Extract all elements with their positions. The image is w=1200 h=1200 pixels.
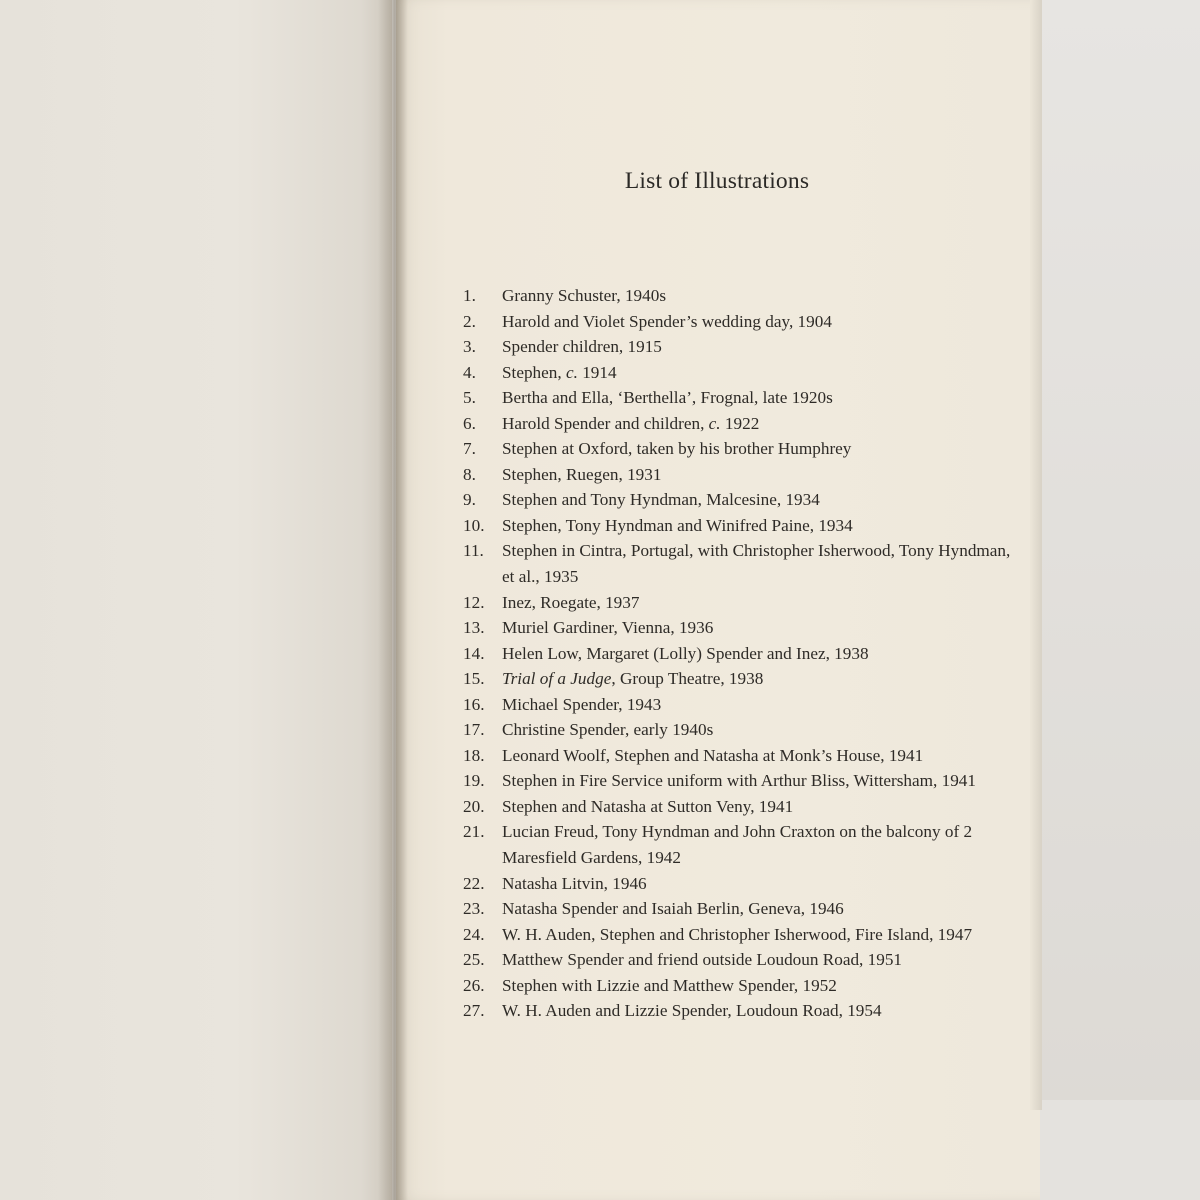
list-item — [463, 615, 1023, 641]
caption-text: W. H. Auden and Lizzie Spender, Loudoun Road, 1954 — [502, 1001, 882, 1021]
list-item — [463, 641, 1023, 667]
item-caption — [502, 411, 1023, 437]
item-number: 12. — [463, 592, 485, 612]
caption-text: W. H. Auden, Stephen and Christopher Isherwood, Fire Island, 1947 — [502, 924, 973, 944]
item-caption — [502, 947, 1023, 973]
item-number: 5. — [463, 388, 476, 408]
caption-text: , Group Theatre, 1938 — [611, 669, 764, 689]
caption-text: Stephen with Lizzie and Matthew Spender, 1952 — [502, 975, 837, 995]
item-number: 3. — [463, 337, 476, 357]
item-number: 27. — [463, 1001, 485, 1021]
item-caption — [502, 896, 1023, 922]
caption-text: Stephen, — [502, 362, 566, 382]
illustrations-list — [463, 283, 1023, 1024]
item-caption — [502, 692, 1023, 718]
item-caption — [502, 590, 1023, 616]
item-number: 2. — [463, 311, 476, 331]
item-number: 13. — [463, 618, 485, 638]
item-caption — [502, 385, 1023, 411]
item-number: 25. — [463, 950, 485, 970]
item-number: 11. — [463, 541, 484, 561]
item-caption — [502, 768, 1023, 794]
item-number: 16. — [463, 694, 485, 714]
caption-text: Matthew Spender and friend outside Loudoun Road, 1951 — [502, 950, 903, 970]
item-number: 24. — [463, 924, 485, 944]
list-item — [463, 334, 1023, 360]
list-item — [463, 487, 1023, 513]
list-item — [463, 666, 1023, 692]
italic-text: Trial of a Judge — [502, 669, 612, 689]
item-number: 21. — [463, 822, 485, 842]
item-caption — [502, 666, 1023, 692]
caption-text: Natasha Litvin, 1946 — [502, 873, 647, 893]
item-number: 6. — [463, 413, 476, 433]
caption-text: Leonard Woolf, Stephen and Natasha at Monk’s House, 1941 — [502, 745, 924, 765]
caption-text: Muriel Gardiner, Vienna, 1936 — [502, 618, 714, 638]
item-number: 14. — [463, 643, 485, 663]
item-number: 10. — [463, 515, 485, 535]
list-item — [463, 794, 1023, 820]
item-number: 7. — [463, 439, 476, 459]
italic-text: c. — [708, 413, 721, 433]
caption-text: Stephen in Cintra, Portugal, with Christopher Isherwood, Tony Hyndman, et al., 1935 — [502, 541, 1011, 587]
list-item — [463, 385, 1023, 411]
list-item — [463, 768, 1023, 794]
item-caption — [502, 436, 1023, 462]
item-number: 15. — [463, 669, 485, 689]
item-caption — [502, 973, 1023, 999]
item-number: 9. — [463, 490, 476, 510]
list-item — [463, 692, 1023, 718]
caption-text: Harold Spender and children, — [502, 413, 709, 433]
item-number: 23. — [463, 899, 485, 919]
item-caption — [502, 794, 1023, 820]
caption-text: Lucian Freud, Tony Hyndman and John Craxton on the balcony of 2 Maresfield Gardens, 1942 — [502, 822, 973, 868]
item-caption — [502, 360, 1023, 386]
item-caption — [502, 922, 1023, 948]
item-caption — [502, 309, 1023, 335]
list-item — [463, 871, 1023, 897]
caption-text: Stephen and Tony Hyndman, Malcesine, 1934 — [502, 490, 820, 510]
list-item — [463, 998, 1023, 1024]
caption-text: 1914 — [577, 362, 617, 382]
list-item — [463, 973, 1023, 999]
list-item — [463, 513, 1023, 539]
list-item — [463, 411, 1023, 437]
item-caption — [502, 819, 1023, 870]
list-item — [463, 743, 1023, 769]
caption-text: Helen Low, Margaret (Lolly) Spender and Inez, 1938 — [502, 643, 869, 663]
item-caption — [502, 513, 1023, 539]
item-caption — [502, 487, 1023, 513]
item-caption — [502, 462, 1023, 488]
list-item — [463, 436, 1023, 462]
page-edge — [1030, 0, 1042, 1110]
item-caption — [502, 538, 1023, 589]
item-number: 22. — [463, 873, 485, 893]
item-caption — [502, 615, 1023, 641]
caption-text: Christine Spender, early 1940s — [502, 720, 714, 740]
page-title: List of Illustrations — [624, 168, 810, 194]
caption-text: Inez, Roegate, 1937 — [502, 592, 640, 612]
list-item — [463, 947, 1023, 973]
item-caption — [502, 641, 1023, 667]
list-item — [463, 462, 1023, 488]
list-item — [463, 590, 1023, 616]
list-item — [463, 717, 1023, 743]
caption-text: Stephen, Tony Hyndman and Winifred Paine, 1934 — [502, 515, 853, 535]
item-caption — [502, 283, 1023, 309]
item-number: 17. — [463, 720, 485, 740]
item-caption — [502, 871, 1023, 897]
item-caption — [502, 998, 1023, 1024]
item-number: 1. — [463, 286, 476, 305]
left-page — [0, 0, 392, 1200]
item-number: 18. — [463, 745, 485, 765]
caption-text: Stephen at Oxford, taken by his brother Humphrey — [502, 439, 852, 459]
caption-text: Stephen, Ruegen, 1931 — [502, 464, 662, 484]
list-item — [463, 360, 1023, 386]
item-caption — [502, 717, 1023, 743]
item-number: 8. — [463, 464, 476, 484]
item-number: 26. — [463, 975, 485, 995]
item-number: 20. — [463, 796, 485, 816]
list-item — [463, 538, 1023, 589]
list-item — [463, 819, 1023, 870]
item-number: 19. — [463, 771, 485, 791]
item-caption — [502, 743, 1023, 769]
italic-text: c. — [565, 362, 578, 382]
caption-text: Stephen in Fire Service uniform with Arthur Bliss, Wittersham, 1941 — [502, 771, 976, 791]
list-item — [463, 922, 1023, 948]
caption-text: Spender children, 1915 — [502, 337, 662, 357]
caption-text: Granny Schuster, 1940s — [502, 286, 667, 305]
list-item — [463, 283, 1023, 309]
list-item — [463, 896, 1023, 922]
item-caption — [502, 334, 1023, 360]
caption-text: Natasha Spender and Isaiah Berlin, Geneva, 1946 — [502, 899, 844, 919]
caption-text: Stephen and Natasha at Sutton Veny, 1941 — [502, 796, 794, 816]
caption-text: 1922 — [720, 413, 760, 433]
caption-text: Harold and Violet Spender’s wedding day, 1904 — [502, 311, 832, 331]
background-surface — [1030, 1100, 1200, 1200]
list-item — [463, 309, 1023, 335]
caption-text: Michael Spender, 1943 — [502, 694, 662, 714]
item-number: 4. — [463, 362, 476, 382]
caption-text: Bertha and Ella, ‘Berthella’, Frognal, late 1920s — [502, 388, 833, 408]
